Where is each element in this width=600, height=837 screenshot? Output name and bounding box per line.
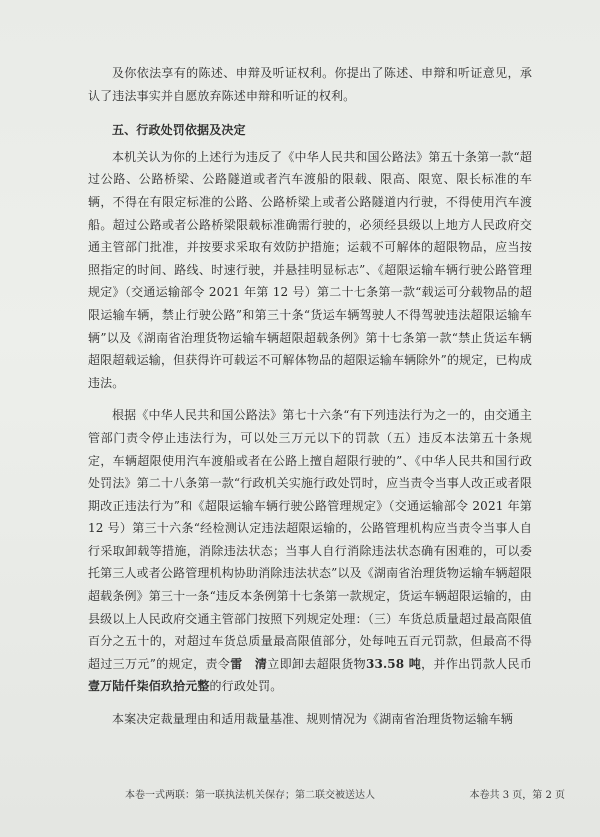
paragraph-rights: 及你依法享有的陈述、申辩及听证权利。你提出了陈述、申辩和听证意见，承认了违法事实并自愿放弃陈述申辩和听证的权利。 bbox=[88, 66, 532, 103]
footer-page-number: 本卷共 3 页，第 2 页 bbox=[469, 790, 565, 801]
party-name: 雷 清 bbox=[230, 656, 268, 671]
paragraph-decision bbox=[88, 404, 532, 698]
section-heading: 五、行政处罚依据及决定 bbox=[112, 123, 246, 138]
overload-weight: 33.58 吨 bbox=[365, 656, 422, 671]
paragraph-gap bbox=[88, 698, 532, 708]
unload-text: 立即卸去超限货物 bbox=[267, 656, 366, 671]
fine-amount: 壹万陆仟柒佰玖拾元整 bbox=[88, 679, 210, 694]
paragraph-gap bbox=[88, 394, 532, 404]
paragraph-discretion: 本案决定裁量理由和适用裁量基准、规则情况为《湖南省治理货物运输车辆 bbox=[112, 712, 513, 727]
penalty-end-text: 的行政处罚。 bbox=[209, 679, 283, 694]
document-body bbox=[88, 62, 532, 731]
paragraph-violation: 本机关认为你的上述行为违反了《中华人民共和国公路法》第五十条第一款“超过公路、公路桥梁、公路隧道或者汽车渡船的限载、限高、限宽、限长标准的车辆，不得在有限定标准的公路、公路桥梁上或者公路隧道内行驶，不得使用汽车渡船。超过公路或者公路桥梁限载标准确需行驶的，必须经县级以上地方人民政府交通主管部门批准，并按要求采取有效防护措施；运载不可解体的超限物品，应当按照指定的时间、路线、时速行驶，并悬挂明显标志”、《超限运输车辆行驶公路管理规定》（交通运输部令 2021 年第 12 号）第二十七条第一款“载运可分载物品的超限运输车辆，禁止行驶公路”和第三十条“货运车辆驾驶人不得驾驶违法超限运输车辆”以及《湖南省治理货物运输车辆超限超载条例》第十七条第一款“禁止货运车辆超限超载运输，但获得许可载运不可解体物品的超限运输车辆除外”的规定，已构成违法。 bbox=[88, 149, 532, 390]
footer-copies-note: 本卷一式两联：第一联执法机关保存；第二联交被送达人 bbox=[125, 790, 375, 801]
page-footer bbox=[125, 786, 565, 801]
fine-text: ，并作出罚款人民币 bbox=[421, 656, 533, 671]
decision-basis-text: 根据《中华人民共和国公路法》第七十六条“有下列违法行为之一的，由交通主管部门责令停止违法行为，可以处三万元以下的罚款（五）违反本法第五十条规定，车辆超限使用汽车渡船或者在公路上擅自超限行驶的”、《中华人民共和国行政处罚法》第二十八条第一款“行政机关实施行政处罚时，应当责令当事人改正或者限期改正违法行为”和《超限运输车辆行驶公路管理规定》（交通运输部令 2021 年第 12 号）第三十六条“经检测认定违法超限运输的，公路管理机构应当责令当事人自行采取卸载等措施，消除违法状态；当事人自行消除违法状态确有困难的，可以委托第三人或者公路管理机构协助消除违法状态”以及《湖南省治理货物运输车辆超限超载条例》第三十一条“违反本条例第十七条第一款规定，货运车辆超限运输的，由县级以上人民政府交通主管部门按照下列规定处理：（三）车货总质量超过最高限值百分之五十的，对超过车货总质量最高限值部分，处每吨五百元罚款，但最高不得超过三万元”的规定，责令 bbox=[88, 408, 532, 671]
